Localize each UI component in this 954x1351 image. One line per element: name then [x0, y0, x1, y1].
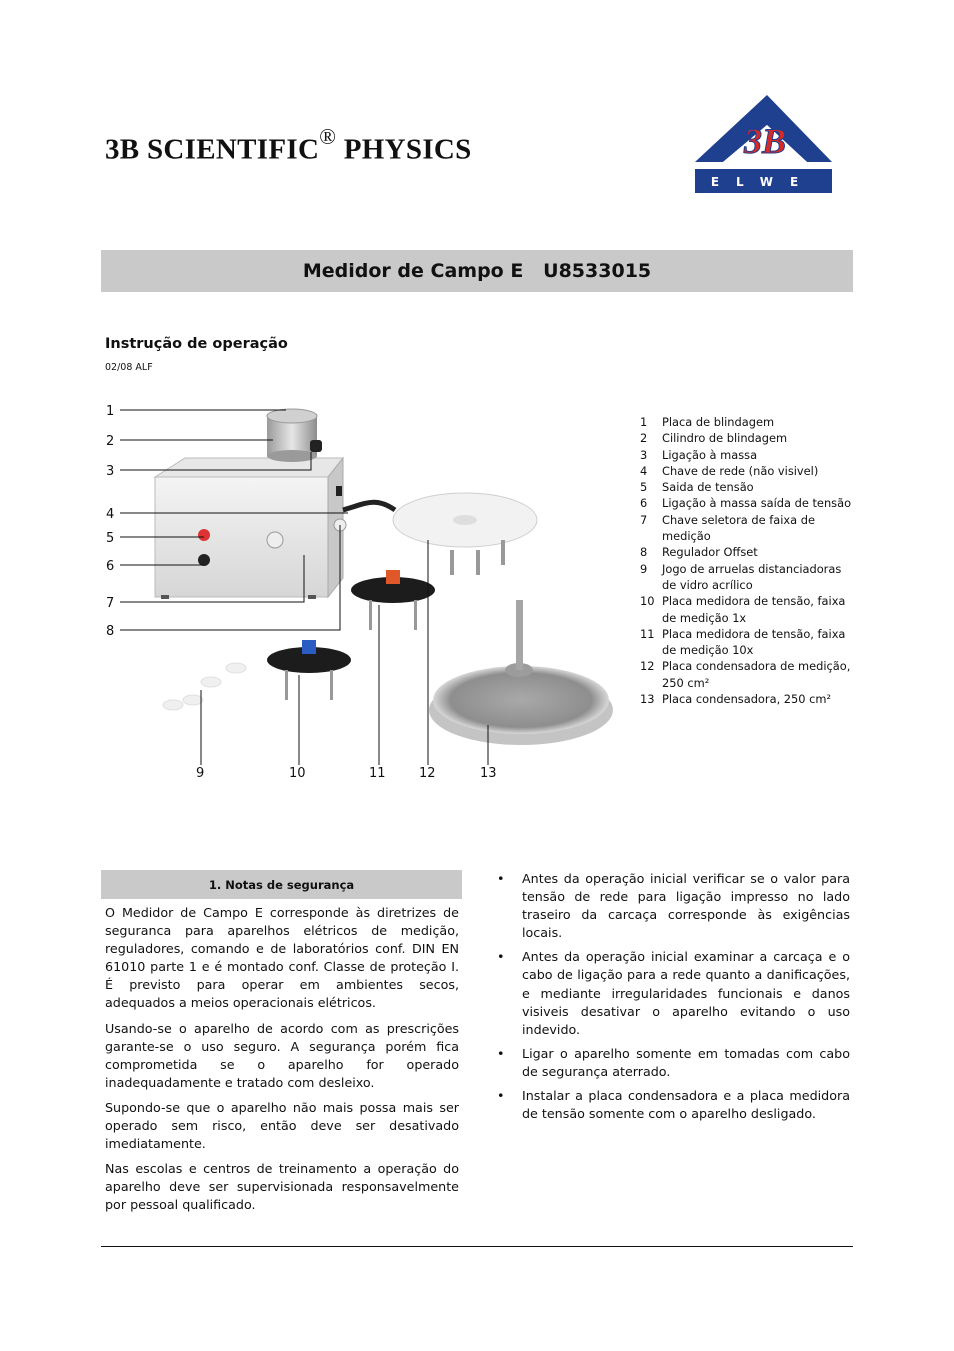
callout-3: 3	[106, 464, 115, 479]
brand-suffix: PHYSICS	[343, 133, 472, 166]
callout-12: 12	[419, 766, 436, 780]
condenser-plate-13	[429, 600, 613, 745]
safety-bullet-list	[497, 870, 850, 1129]
document-title: Medidor de Campo E U8533015	[302, 260, 652, 282]
document-date: 02/08 ALF	[105, 362, 153, 373]
3b-elwe-logo	[695, 95, 832, 193]
safety-paragraphs	[105, 904, 459, 1222]
operation-instructions-heading: Instrução de operação	[105, 336, 288, 352]
callout-1: 1	[106, 404, 115, 419]
measuring-plate-10	[267, 640, 351, 700]
condenser-plate-12	[393, 493, 537, 575]
bullet-icon: •	[497, 1045, 505, 1061]
safety-bullet: • Antes da operação inicial verificar se o valor para tensão de rede para ligação impresso no lado traseiro da carcaça corresponde às exigências locais.	[497, 870, 850, 942]
callout-4: 4	[106, 507, 115, 522]
callout-13: 13	[480, 766, 497, 780]
safety-paragraph: O Medidor de Campo E corresponde às diretrizes de seguranca para aparelhos elétricos de medição, reguladores, comando e de laboratórios conf. DIN EN 61010 parte 1 e é montado conf. Classe de proteção I. É previsto para operar em ambientes secos, adequados a meios operacionais elétricos.	[105, 905, 459, 1011]
safety-bullet: • Ligar o aparelho somente em tomadas com cabo de segurança aterrado.	[497, 1045, 850, 1081]
safety-bullet: • Antes da operação inicial examinar a carcaça e o cabo de ligação para a rede quanto a danificações, e mediante irregularidades funcionais e danos visiveis desativar o aparelho evitando o uso indevido.	[497, 948, 850, 1038]
logo-mark: 3B	[743, 121, 787, 161]
bullet-icon: •	[497, 949, 505, 965]
legend-item: 10 Placa medidora de tensão, faixa de medição 1x	[640, 594, 846, 625]
legend-item: 8 Regulador Offset	[640, 545, 758, 560]
registered-mark: ®	[319, 124, 337, 149]
measuring-unit	[155, 458, 395, 599]
shielding-cylinder	[267, 409, 322, 462]
legend-item: 5 Saida de tensão	[640, 480, 754, 495]
legend-item: 2 Cilindro de blindagem	[640, 431, 788, 446]
safety-paragraph: Usando-se o aparelho de acordo com as prescrições garante-se o uso seguro. A segurança porém fica comprometida se o aparelho for operado inadequadamente e tratado com desleixo.	[105, 1020, 459, 1090]
legend-item: 7 Chave seletora de faixa de medição	[640, 512, 815, 544]
callout-10: 10	[289, 766, 306, 780]
legend-item: 4 Chave de rede (não visivel)	[640, 463, 819, 478]
bullet-icon: •	[497, 1088, 505, 1104]
legend-item: 9 Jogo de arruelas distanciadoras de vidro acrílico	[640, 561, 842, 592]
measuring-plate-11	[351, 570, 435, 630]
logo-text: ELWE	[710, 175, 816, 189]
legend-item: 13 Placa condensadora, 250 cm²	[640, 692, 832, 707]
apparatus-figure	[103, 400, 613, 780]
component-legend	[640, 414, 856, 707]
spacer-washers	[163, 663, 246, 710]
bullet-icon: •	[497, 871, 505, 886]
footer-rule	[101, 1246, 853, 1247]
safety-paragraph: Nas escolas e centros de treinamento a operação do aparelho deve ser supervisionada responsavelmente por pessoal qualificado.	[105, 1161, 459, 1213]
callout-7: 7	[106, 596, 115, 611]
legend-item: 6 Ligação à massa saída de tensão	[640, 496, 852, 511]
callout-2: 2	[106, 434, 115, 449]
title-band	[101, 250, 853, 292]
legend-item: 11 Placa medidora de tensão, faixa de medição 10x	[640, 626, 846, 658]
safety-notes-heading: 1. Notas de segurança	[101, 870, 462, 899]
callout-8: 8	[106, 624, 115, 639]
callout-6: 6	[106, 559, 115, 574]
safety-paragraph: Supondo-se que o aparelho não mais possa mais ser operado sem risco, então deve ser desativado imediatamente.	[105, 1099, 459, 1152]
safety-bullet: • Instalar a placa condensadora e a placa medidora de tensão somente com o aparelho desligado.	[497, 1087, 850, 1123]
callout-9: 9	[196, 766, 205, 780]
legend-item: 12 Placa condensadora de medição, 250 cm²	[640, 659, 851, 690]
callout-11: 11	[369, 766, 386, 780]
callout-5: 5	[106, 531, 115, 546]
legend-item: 3 Ligação à massa	[640, 447, 758, 462]
brand-name: 3B SCIENTIFIC	[105, 133, 320, 166]
brand-title	[105, 124, 472, 167]
legend-item: 1 Placa de blindagem	[640, 415, 775, 429]
